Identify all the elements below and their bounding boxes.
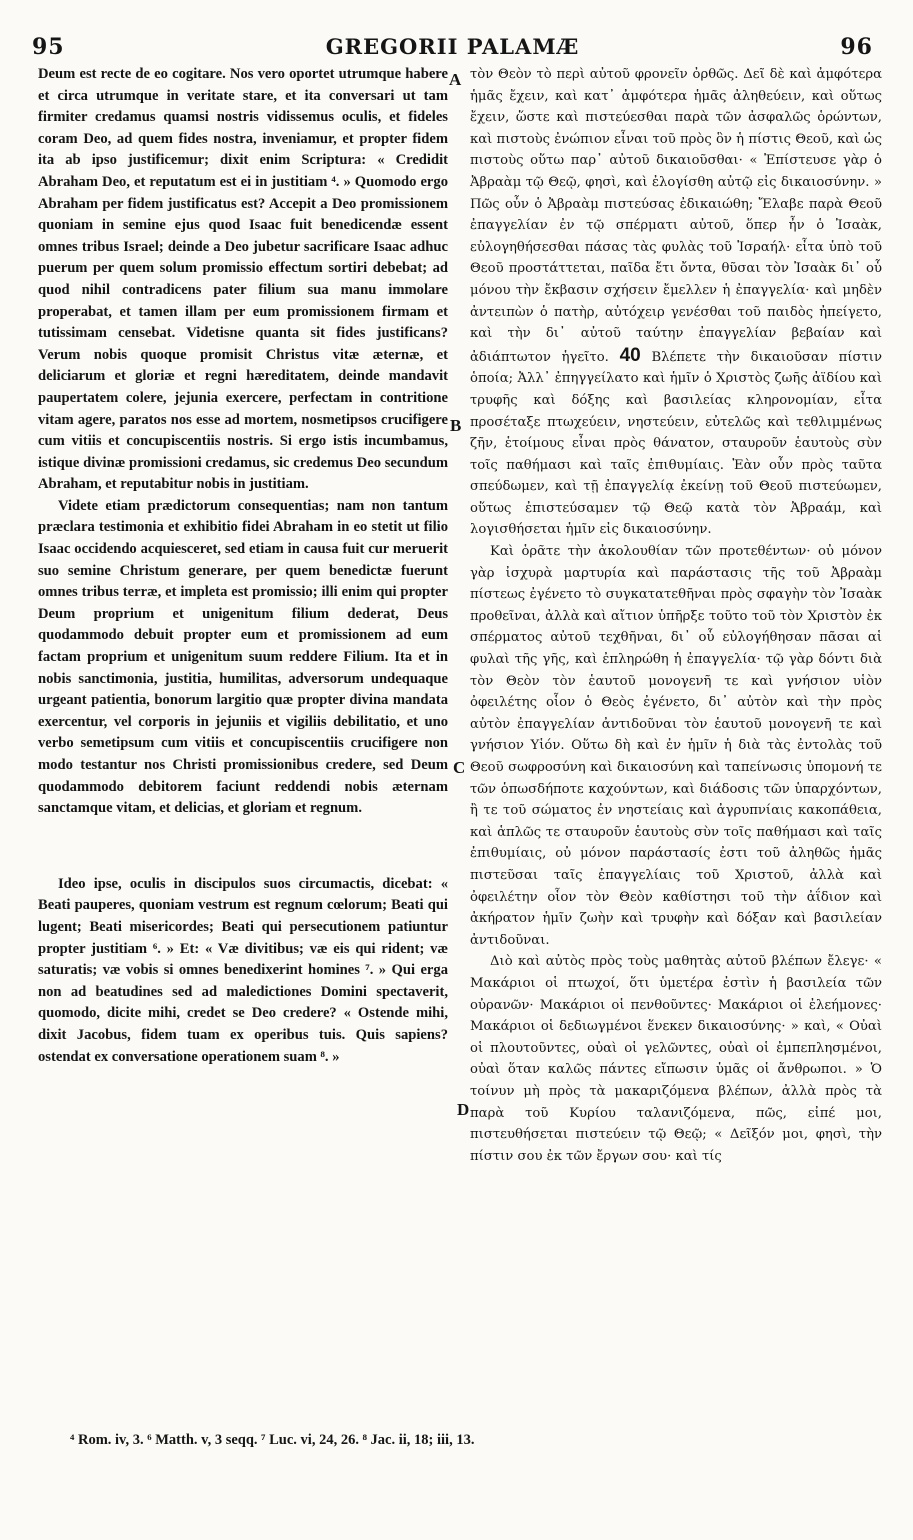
greek-paragraph: Διὸ καὶ αὐτὸς πρὸς τοὺς μαθητὰς αὐτοῦ βλέπων ἔλεγε· « Μακάριοι οἱ πτωχοί, ὅτι ὑμετέρα ἐστὶν ἡ βασιλεία τῶν οὐρανῶν· Μακάριοι οἱ πενθοῦντες· Μακάριοι οἱ ἐλεήμονες· Μακάριοι οἱ δεδιωγμένοι ἕνεκεν δικαιοσύνης· » καὶ, « Οὐαὶ οἱ πλουτοῦντες, οὐαὶ οἱ γελῶντες, οὐαὶ οἱ ἐμπεπλησμένοι, οὐαὶ ὅταν καλῶς πάντες εἴπωσιν ὑμᾶς οἱ ἄνθρωποι. » Ὁ τοίνυν μὴ πρὸς τὰ μακαριζόμενα βλέπων, ἀλλὰ πρὸς τὰ παρὰ τοῦ Κυρίου ταλανιζόμενα, πῶς, εἰπέ μοι, πιστευθήσεται πιστεύειν τῷ Θεῷ; « Δεῖξόν μοι, φησὶ, τὴν πίστιν σου ἐκ τῶν ἔργων σου· καὶ τίς — [470, 954, 882, 1164]
margin-marker-c: C — [453, 758, 466, 777]
greek-text: τὸν Θεὸν τὸ περὶ αὐτοῦ φρονεῖν ὀρθῶς. Δεῖ δὲ καὶ ἀμφότερα ἡμᾶς ἔχειν, καὶ κατ᾽ ἀμφότερα ἡμᾶς ἀληθεύειν, καὶ οὕτως ἔχειν, ὥστε καὶ πιστεύεσθαι παρὰ τῶν ἀσφαλῶς ὁρώντων, καὶ πιστοὺς ἐνώπιον εἶναι τοῦ πρὸς ὃν ἡ πίστις Θεοῦ, καὶ ὡς πιστοὺς οὕτω παρ᾽ αὐτοῦ δικαιοῦσθαι· « Ἐπίστευσε γὰρ ὁ Ἀβραὰμ τῷ Θεῷ, φησὶ, καὶ ἐλογίσθη αὐτῷ εἰς δικαιοσύνην. » Πῶς οὖν ὁ Ἀβραὰμ πιστεύσας ἐδικαιώθη; Ἔλαβε παρὰ Θεοῦ ἐπαγγελίαν ἐν τῷ σπέρματι αὐτοῦ, ὅπερ ἦν ὁ Ἰσαὰκ, εὐλογηθήσεσθαι πάσας τὰς φυλὰς τοῦ Ἰσραήλ· εἶτα ὑπὸ τοῦ Θεοῦ προστάττεται, παῖδα ἔτι ὄντα, θῦσαι τὸν Ἰσαὰκ δι᾽ οὗ μόνου τὴν ἔκβασιν σχήσειν ἔμελλεν ἡ ἐπαγγελία· καὶ μηδὲν ἀντειπὼν ὁ πατὴρ, αὐτόχειρ γενέσθαι τοῦ παιδὸς ἠπείγετο, καὶ τὴν δι᾽ αὐτοῦ ταύτην ἐπαγγελίαν βεβαίαν καὶ ἀδιάπτωτον ἡγεῖτο. — [470, 67, 882, 365]
footnotes: ⁴ Rom. iv, 3. ⁶ Matth. v, 3 seqq. ⁷ Luc. vi, 24, 26. ⁸ Jac. ii, 18; iii, 13. — [70, 1432, 475, 1448]
page-header — [32, 34, 873, 60]
column-number: 40 — [619, 344, 641, 366]
latin-column — [38, 64, 448, 1068]
margin-marker-b: B — [450, 416, 462, 435]
greek-text: Βλέπετε τὴν δικαιοῦσαν πίστιν ὁποία; Ἀλλ᾽ ἐπηγγείλατο καὶ ἡμῖν ὁ Χριστὸς ζωῆς ἀϊδίου καὶ τρυφῆς καὶ δόξης καὶ βασιλείας κληρονομίαν, εἶτα προσέταξε πτωχεύειν, νηστεύειν, εὐτελῶς καὶ τεθλιμμένως ζῆν, ἑτοίμους εἶναι πρὸς θάνατον, σταυροῦν ἑαυτοὺς σὺν τοῖς παθήμασι καὶ ταῖς ἐπιθυμίαις. Ἐὰν οὖν πρὸς ταῦτα σπεύδωμεν, καὶ τῇ ἐπαγγελίᾳ ἐκείνῃ τοῦ Θεοῦ πιστεύωμεν, οὕτως ἐπιστεύσαμεν τῷ Θεῷ κατὰ τὸν Ἀβραάμ, καὶ λογισθήσεται ἡμῖν εἰς δικαιοσύνην. — [470, 349, 882, 538]
latin-paragraph: Videte etiam prædictorum consequentias; nam non tantum præclara testimonia et exhibitio fidei Abraham in eo stetit ut filio Isaac occidendo acquiesceret, sed etiam in causa fuit cur meruerit suo semine Christum generare, per quem benedictæ fuerunt omnes tribus terræ, et impleta est promissio; illi enim qui propter Deum proprium et unigenitum filium dederat, Deus quodammodo debuit propter eum et promissionem ad eum factam proprium et unigenitum suum reddere Filium. Ita et in nobis sanctimonia, justitia, humilitas, adversorum undequaque urgeant patientia, bonorum largitio quæ propter divina mandata exercentur, vel corporis in jejuniis et vigiliis debilitatio, et uno verbo semetipsum cum vitiis et concupiscentiis crucifigere non modo testantur nos Christi promissionibus credere, sed Deum quodammodo debitorem faciunt reddendi nobis æternam sanctamque vitam, et delicias, et gloriam et regnum. — [38, 497, 448, 817]
latin-paragraph: Ideo ipse, oculis in discipulos suos circumactis, dicebat: « Beati pauperes, quoniam vestrum est regnum cœlorum; Beati qui lugent; Beati misericordes; Beati qui persecutionem patiuntur propter justitiam ⁶. » Et: « Væ divitibus; væ eis qui rident; væ saturatis; væ vobis si omnes benedixerint homines ⁷. » Qui erga non ad beatudines sed ad maledictiones Domini spectaverit, quomodo, dicite mihi, credet se Deo credere? « Ostende mihi, dixit Jacobus, fidem tuam ex operibus tuis. Quis sapiens? ostendat ex conversatione operationem suam ⁸. » — [38, 875, 448, 1065]
page-number-right: 96 — [840, 34, 873, 60]
running-title: GREGORII PALAMÆ — [325, 34, 580, 59]
column-gap — [38, 820, 448, 874]
margin-marker-a: A — [449, 70, 462, 89]
page-number-left: 95 — [32, 34, 65, 60]
latin-paragraph: Deum est recte de eo cogitare. Nos vero oportet utrumque habere et circa utrumque in veritate stare, et ita conversari ut tam firmiter credamus quamsi nostris vidissemus oculis, et fideles coram Deo, ad quem fides nostra, inveniamur, et propter fidem ita ab ipso justificemur; dixit enim Scriptura: « Credidit Abraham Deo, et reputatum est ei in justitiam ⁴. » Quomodo ergo Abraham per fidem justificatus est? Accepit a Deo promissionem quoniam in semine ejus quod Isaac fuit benedicendæ essent omnes tribus Israel; deinde a Deo jubetur sacrificare Isaac adhuc puerum per quem solum promissio effectum sortiri debebat; ad quod nihil contradicens pater filium sua manu immolare properabat, et tamen illam per eum promissionem firmam et tutissimam censebat. Videtisne quanta sit fides justificans? Verum nobis quoque promisit Christus vitæ æternæ, et deliciarum et gloriæ et regni hæreditatem, deinde mandavit paupertatem colere, jejunia exercere, perfectam in contritione vitam agere, paratos nos esse ad mortem, nosmetipsos crucifigere cum vitiis et concupiscentiis nostris. Si ergo istis incumbamus, istique divinæ promissioni credamus, sic credemus Deo secundum Abraham, et reputabitur nobis in justitiam. — [38, 66, 448, 493]
greek-paragraph: Καὶ ὁρᾶτε τὴν ἀκολουθίαν τῶν προτεθέντων· οὐ μόνον γὰρ ἰσχυρὰ μαρτυρία καὶ παράστασις τῆς τοῦ Ἀβραὰμ πίστεως ἐγένετο τὸ συγκατατεθῆναι πρὸς σφαγὴν τὸν Ἰσαὰκ προθεῖναι, ἀλλὰ καὶ αἴτιον ὑπῆρξε τοῦτο τοῦ τὸν Χριστὸν ἐκ σπέρματος αὐτοῦ τεχθῆναι, δι᾽ οὗ εὐλογήθησαν πᾶσαι αἱ φυλαὶ τῆς γῆς, καὶ ἐπληρώθη ἡ ἐπαγγελία· τῷ γὰρ δόντι διὰ τὸν Θεὸν τὸν ἑαυτοῦ μονογενῆ τε καὶ γνήσιον υἱὸν ὀφειλέτης οἷον ὁ Θεὸς ἐγένετο, δι᾽ αὐτὸν καὶ τὴν πρὸς αὐτὸν ἐπαγγελίαν ἀντιδοῦναι τὸν ἑαυτοῦ μονογενῆ τε καὶ γνήσιον Υἱόν. Οὕτω δὴ καὶ ἐν ἡμῖν ἡ διὰ τὰς ἐντολὰς τοῦ Θεοῦ σωφροσύνη καὶ δικαιοσύνη καὶ ταπείνωσις ὑπομονή τε τῶν ὁπωσδήποτε καχούντων, καὶ διάδοσις τῶν ὑπαρχόντων, ἢ τε τοῦ σώματος ἐν νηστείαις καὶ ἀγρυπνίαις κακοπάθεια, καὶ ἁπλῶς τε σταυροῦν ἑαυτοὺς σὺν τοῖς παθήμασι καὶ ταῖς ἐπιθυμίαις, οὐ μόνον παράστασίς ἐστι τοῦ ἀληθῶς ἡμᾶς πιστεῦσαι ταῖς ἐπαγγελίαις τοῦ Χριστοῦ, ἀλλὰ καὶ ὀφειλέτην οἷον τὸν Θεὸν καθίστησι τοῦ τὴν ἀΐδιον καὶ ἀκήρατον ἡμῖν ζωὴν καὶ τρυφὴν καὶ δόξαν καὶ βασιλείαν ἀντιδοῦναι. — [470, 544, 882, 948]
greek-column — [470, 64, 882, 1167]
margin-marker-d: D — [457, 1100, 470, 1119]
greek-paragraph — [470, 64, 882, 541]
